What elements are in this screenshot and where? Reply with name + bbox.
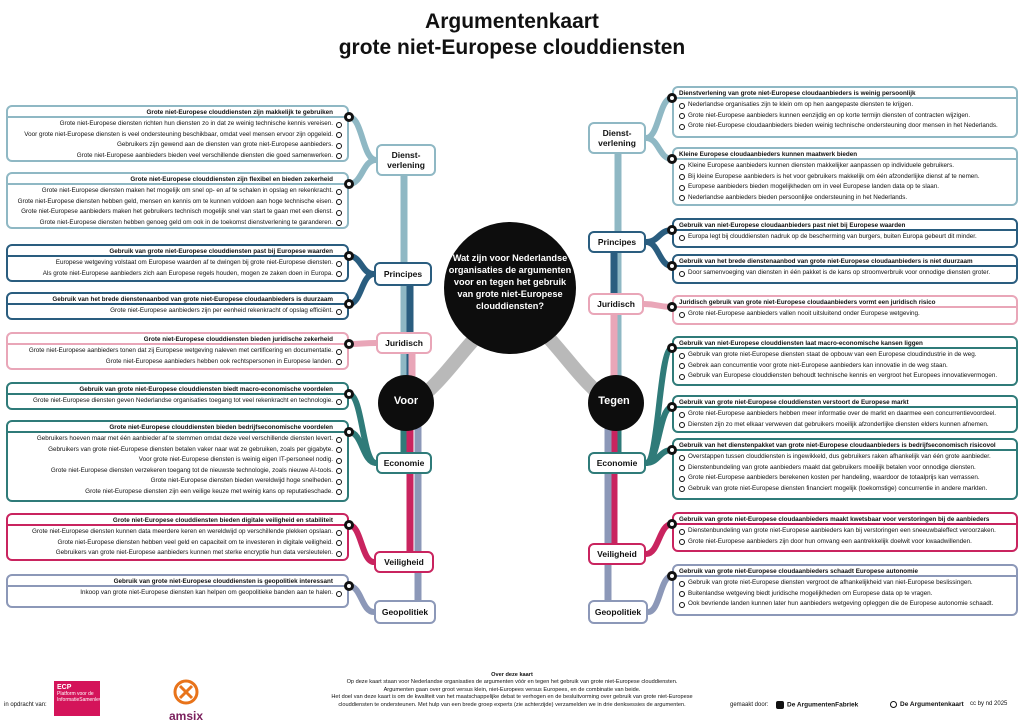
argument-node-circle xyxy=(667,93,677,103)
argument-node-circle xyxy=(344,389,354,399)
argument-item: Europa legt bij clouddiensten nadruk op de bescherming van burgers, buiten Europa gebeurt dit minder. xyxy=(679,232,1011,243)
argument-header: Grote niet-Europese clouddiensten bieden bedrijfseconomische voordelen xyxy=(8,422,347,433)
argument-items xyxy=(674,451,1016,494)
argument-node-circle xyxy=(667,519,677,529)
argument-item: Grote niet-Europese aanbieders maken het gebruikers technisch mogelijk snel van start te gaan met een dienst. xyxy=(13,207,342,218)
ecp-logo xyxy=(54,681,109,716)
right-argument-box xyxy=(672,564,1018,616)
argument-item: Kleine Europese aanbieders kunnen diensten makkelijker aanpassen op individuele gebruikers. xyxy=(679,161,1011,172)
connector-right xyxy=(646,524,672,554)
argument-item: Grote niet-Europese aanbieders vallen nooit uitsluitend onder Europese wetgeving. xyxy=(679,309,1011,320)
argument-item: Inkoop van grote niet-Europese diensten kan helpen om geopolitieke banden aan te halen. xyxy=(13,588,342,599)
about-line: Het doel van deze kaart is om de kwaliteit van het maatschappelijke debat te verhogen en de besluitvorming over gebruik van grote niet-Europese xyxy=(331,694,693,701)
argument-node-circle xyxy=(344,581,354,591)
argument-header: Juridisch gebruik van grote niet-Europese cloudaanbieders vormt een juridisch risico xyxy=(674,297,1016,308)
central-question: Wat zijn voor Nederlandse organisaties de argumenten voor en tegen het gebruik van grote niet-Europese clouddiensten? xyxy=(448,253,572,311)
about-line: Argumenten gaan over groot versus klein, niet-Europees versus Europees, en de combinatie van beide. xyxy=(383,686,641,693)
connector-right xyxy=(648,576,672,612)
argument-header: Gebruik van grote niet-Europese clouddiensten verstoort de Europese markt xyxy=(674,397,1016,408)
argument-item: Grote niet-Europese diensten kunnen data meerdere keren en wereldwijd op verschillende plekken opslaan. xyxy=(13,527,342,538)
argument-item: Grote niet-Europese aanbieders hebben meer informatie over de markt en daarmee een concurrentievoordeel. xyxy=(679,409,1011,420)
license-badge xyxy=(970,701,1007,708)
argument-node-circle xyxy=(344,179,354,189)
left-argument-box xyxy=(6,292,349,320)
argument-item: Grote niet-Europese diensten bieden wereldwijd hoge snelheden. xyxy=(13,476,342,487)
argument-item: Grote niet-Europese diensten hebben geld, mensen en kennis om te kunnen voldoen aan hoge technische eisen. xyxy=(13,197,342,208)
left-argument-box xyxy=(6,420,349,502)
argument-items xyxy=(8,345,347,367)
argument-items xyxy=(674,99,1016,132)
argument-items xyxy=(674,525,1016,547)
about-line: clouddiensten te ondersteunen. Met hulp van een brede groep experts (zie achterzijde) verzamelden we in drie denksessies de argumenten. xyxy=(338,701,686,708)
argument-item: Grote niet-Europese aanbieders hebben ook rechtspersonen in Europese landen. xyxy=(13,357,342,368)
pro-category-dienstverlening: Dienst-verlening xyxy=(376,144,436,176)
argument-item: Gebruikers hoeven maar met één aanbieder af te stemmen omdat deze veel verschillende diensten levert. xyxy=(13,434,342,445)
argument-header: Kleine Europese cloudaanbieders kunnen maatwerk bieden xyxy=(674,149,1016,160)
maker2-name: De Argumentenkaart xyxy=(900,701,964,709)
argument-header: Gebruik van grote niet-Europese clouddiensten biedt macro-economische voordelen xyxy=(8,384,347,395)
right-argument-box xyxy=(672,395,1018,433)
license-text: cc by nd xyxy=(970,701,993,707)
af-logo-icon xyxy=(776,701,784,709)
connector-left xyxy=(349,586,374,612)
argument-items xyxy=(8,305,347,317)
argument-node-circle xyxy=(344,339,354,349)
argument-items xyxy=(8,257,347,279)
argument-item: Voor grote niet-Europese diensten is weinig eigen IT-personeel nodig. xyxy=(13,455,342,466)
made-by-label: gemaakt door: xyxy=(730,702,769,708)
argument-items xyxy=(674,160,1016,203)
left-argument-box xyxy=(6,172,349,229)
argument-header: Gebruik van niet-Europese cloudaanbieders past niet bij Europese waarden xyxy=(674,220,1016,231)
argument-item: Buitenlandse wetgeving biedt juridische mogelijkheden om Europese data op te vragen. xyxy=(679,589,1011,600)
argument-header: Gebruik van grote niet-Europese cloudaanbieders maakt kwetsbaar voor verstoringen bij de aanbieders xyxy=(674,514,1016,525)
argument-node-circle xyxy=(667,343,677,353)
argument-node-circle xyxy=(667,571,677,581)
right-argument-box xyxy=(672,218,1018,248)
argument-items xyxy=(8,118,347,161)
commissioned-by-label: in opdracht van: xyxy=(4,702,47,708)
connector-left xyxy=(349,274,374,304)
left-argument-box xyxy=(6,332,349,370)
right-argument-box xyxy=(672,512,1018,552)
pro-category-juridisch: Juridisch xyxy=(376,332,432,354)
argument-header: Gebruik van grote niet-Europese clouddiensten is geopolitiek interessant xyxy=(8,576,347,587)
maker-argumentenkaart xyxy=(890,701,964,709)
connector-right xyxy=(646,98,672,138)
argument-node-circle xyxy=(667,261,677,271)
argument-item: Grote niet-Europese diensten zijn een veilige keuze met weinig kans op reputatieschade. xyxy=(13,487,342,498)
argument-header: Gebruik van het dienstenpakket van grote niet-Europese cloudaanbieders is bedrijfseconomisch risicovol xyxy=(674,440,1016,451)
argument-header: Grote niet-Europese clouddiensten zijn makkelijk te gebruiken xyxy=(8,107,347,118)
title-line-2: grote niet-Europese clouddiensten xyxy=(338,36,686,59)
argument-item: Door samenvoeging van diensten in één pakket is de kans op stroomverbruik voor onnodige diensten groter. xyxy=(679,268,1011,279)
ecp-logo-subtitle: Platform voor de InformatieSamenleving xyxy=(57,691,109,703)
right-argument-box xyxy=(672,295,1018,325)
pro-category-principes: Principes xyxy=(374,262,432,286)
argument-node-circle xyxy=(667,225,677,235)
ak-logo-icon xyxy=(890,701,897,708)
con-category-veiligheid: Veiligheid xyxy=(588,543,646,565)
argument-items xyxy=(8,526,347,559)
left-argument-box xyxy=(6,574,349,608)
argument-item: Diensten zijn zo met elkaar verweven dat gebruikers moeilijk afzonderlijke diensten elders kunnen afnemen. xyxy=(679,420,1011,431)
argument-item: Grote niet-Europese diensten hebben genoeg geld om ook in de toekomst dienstverlening te garanderen. xyxy=(13,218,342,229)
argument-item: Voor grote niet-Europese diensten is veel ondersteuning beschikbaar, omdat veel mensen ervoor zijn opgeleid. xyxy=(13,130,342,141)
argument-item: Bij kleine Europese aanbieders is het voor gebruikers makkelijk om één afzonderlijke dienst af te nemen. xyxy=(679,172,1011,183)
argument-items xyxy=(674,231,1016,243)
argument-node-circle xyxy=(667,402,677,412)
argument-item: Grote niet-Europese diensten richten hun diensten zo in dat ze weinig technische kennis vereisen. xyxy=(13,119,342,130)
pro-category-veiligheid: Veiligheid xyxy=(374,551,434,573)
argument-items xyxy=(674,308,1016,320)
argument-header: Grote niet-Europese clouddiensten zijn flexibel en bieden zekerheid xyxy=(8,174,347,185)
argument-items xyxy=(674,267,1016,279)
right-argument-box xyxy=(672,147,1018,206)
con-category-geopolitiek: Geopolitiek xyxy=(588,600,648,624)
argument-item: Gebruik van grote niet-Europese diensten vergroot de afhankelijkheid van niet-Europese beslissingen. xyxy=(679,578,1011,589)
argument-header: Gebruik van niet-Europese clouddiensten laat macro-economische kansen liggen xyxy=(674,338,1016,349)
right-argument-box xyxy=(672,336,1018,386)
argument-node-circle xyxy=(667,445,677,455)
argument-item: Als grote niet-Europese aanbieders zich aan Europese regels houden, mogen ze zaken doen in Europa. xyxy=(13,269,342,280)
argument-item: Gebrek aan concurrentie voor grote niet-Europese aanbieders kan innovatie in de weg staan. xyxy=(679,361,1011,372)
argument-items xyxy=(8,587,347,599)
argument-item: Nederlandse organisaties zijn te klein om op hen aangepaste diensten te krijgen. xyxy=(679,100,1011,111)
con-category-economie: Economie xyxy=(588,452,646,474)
argument-items xyxy=(8,433,347,498)
argument-header: Grote niet-Europese clouddiensten bieden digitale veiligheid en stabiliteit xyxy=(8,515,347,526)
map-title xyxy=(0,9,1024,61)
argument-item: Grote niet-Europese aanbieders tonen dat zij Europese wetgeving naleven met certificering en documentatie. xyxy=(13,346,342,357)
argument-node-circle xyxy=(667,154,677,164)
argument-item: Overstappen tussen clouddiensten is ingewikkeld, dus gebruikers raken afhankelijk van één grote aanbieder. xyxy=(679,452,1011,463)
argument-item: Gebruikers van grote niet-Europese diensten betalen vaker naar wat ze gebruiken, zoals per gigabyte. xyxy=(13,445,342,456)
argument-node-circle xyxy=(344,251,354,261)
argument-node-circle xyxy=(344,520,354,530)
argument-header: Gebruik van grote niet-Europese clouddiensten past bij Europese waarden xyxy=(8,246,347,257)
argument-header: Dienstverlening van grote niet-Europese cloudaanbieders is weinig persoonlijk xyxy=(674,88,1016,99)
maker-argumentenfabriek xyxy=(776,701,858,709)
ecp-logo-name: ECP xyxy=(57,684,72,691)
argument-item: Europese aanbieders bieden mogelijkheden om in veel Europese landen data op te slaan. xyxy=(679,182,1011,193)
argument-item: Dienstenbundeling van grote aanbieders maakt dat gebruikers moeilijk betalen voor onnodige diensten. xyxy=(679,463,1011,474)
argument-items xyxy=(674,577,1016,610)
right-argument-box xyxy=(672,438,1018,500)
argument-item: Grote niet-Europese diensten verzekeren toegang tot de nieuwste technologie, zoals nieuwe AI-tools. xyxy=(13,466,342,477)
argument-item: Grote niet-Europese aanbieders zijn per eenheid rekenkracht of opslag efficiënt. xyxy=(13,306,342,317)
argument-item: Gebruik van grote niet-Europese diensten staat de opbouw van een Europese cloudindustrie in de weg. xyxy=(679,350,1011,361)
argument-item: Nederlandse aanbieders bieden persoonlijke ondersteuning in het Nederlands. xyxy=(679,193,1011,204)
argument-node-circle xyxy=(667,302,677,312)
argument-header: Gebruik van het brede dienstenaanbod van grote niet-Europese cloudaanbieders is duurzaam xyxy=(8,294,347,305)
argument-node-circle xyxy=(344,299,354,309)
argument-header: Gebruik van het brede dienstenaanbod van grote niet-Europese cloudaanbieders is niet duurzaam xyxy=(674,256,1016,267)
argument-item: Grote niet-Europese diensten geven Nederlandse organisaties toegang tot veel rekenkracht en technologie. xyxy=(13,396,342,407)
hub-pro-label: Voor xyxy=(393,395,419,407)
left-argument-box xyxy=(6,513,349,561)
left-argument-box xyxy=(6,105,349,162)
con-category-juridisch: Juridisch xyxy=(588,293,644,315)
argument-item: Grote niet-Europese diensten maken het mogelijk om snel op- en af te schalen in opslag en rekenkracht. xyxy=(13,186,342,197)
copyright-year: 2025 xyxy=(994,701,1008,707)
con-category-principes: Principes xyxy=(588,231,646,253)
argument-items xyxy=(8,395,347,407)
argument-node-circle xyxy=(344,427,354,437)
left-argument-box xyxy=(6,244,349,282)
about-title: Over deze kaart xyxy=(491,672,533,678)
argument-header: Grote niet-Europese clouddiensten bieden juridische zekerheid xyxy=(8,334,347,345)
about-line: Op deze kaart staan voor Nederlandse organisaties de argumenten vóór en tegen het gebruik van grote niet-Europese clouddiensten. xyxy=(346,679,678,686)
left-argument-box xyxy=(6,382,349,410)
right-argument-box xyxy=(672,86,1018,138)
hub-con-label: Tegen xyxy=(598,395,630,407)
argument-item: Dienstenbundeling van grote niet-Europese aanbieders kan bij verstoringen een sneeuwbaleffect veroorzaken. xyxy=(679,526,1011,537)
argument-item: Gebruik van Europese clouddiensten behoudt technische kennis en vergroot het Europees innovatievermogen. xyxy=(679,371,1011,382)
amsix-wordmark: amsix xyxy=(168,709,204,723)
argument-item: Europese wetgeving volstaat om Europese waarden af te dwingen bij grote niet-Europese diensten. xyxy=(13,258,342,269)
argument-items xyxy=(8,185,347,228)
argument-items xyxy=(674,408,1016,430)
argument-item: Grote niet-Europese aanbieders bieden veel verschillende diensten die goed samenwerken. xyxy=(13,151,342,162)
maker1-name: De ArgumentenFabriek xyxy=(787,701,859,709)
argument-item: Gebruikers van grote niet-Europese aanbieders kunnen met sterke encryptie hun data versleutelen. xyxy=(13,548,342,559)
title-line-1: Argumentenkaart xyxy=(425,10,599,33)
connector-left xyxy=(349,525,374,562)
connector-left xyxy=(349,117,376,160)
argument-item: Gebruik van grote niet-Europese diensten financiert mogelijk (toekomstige) concurrentie in andere markten. xyxy=(679,484,1011,495)
argument-item: Grote niet-Europese diensten hebben veel geld en capaciteit om te investeren in digitale veiligheid. xyxy=(13,538,342,549)
argument-item: Grote niet-Europese aanbieders berekenen kosten per handeling, waardoor de totaalprijs kan verrassen. xyxy=(679,473,1011,484)
argument-header: Gebruik van grote niet-Europese cloudaanbieders schaadt Europese autonomie xyxy=(674,566,1016,577)
argument-item: Gebruikers zijn gewend aan de diensten van grote niet-Europese aanbieders. xyxy=(13,140,342,151)
right-argument-box xyxy=(672,254,1018,284)
argument-item: Grote niet-Europese aanbieders kunnen eenzijdig en op korte termijn diensten of contracten wijzigen. xyxy=(679,111,1011,122)
argument-item: Ook bevriende landen kunnen later hun aanbieders wetgeving opleggen die de Europese autonomie schaadt. xyxy=(679,599,1011,610)
about-section xyxy=(300,672,724,709)
con-category-dienstverlening: Dienst-verlening xyxy=(588,122,646,154)
argument-node-circle xyxy=(344,112,354,122)
argument-item: Grote niet-Europese aanbieders zijn door hun omvang een aantrekkelijk doelwit voor kwaadwillenden. xyxy=(679,537,1011,548)
pro-category-geopolitiek: Geopolitiek xyxy=(374,600,436,624)
amsix-logo xyxy=(160,679,212,723)
amsix-x-icon xyxy=(160,679,212,705)
pro-category-economie: Economie xyxy=(376,452,432,474)
argument-items xyxy=(674,349,1016,382)
argument-item: Grote niet-Europese cloudaanbieders bieden weinig technische ondersteuning door mensen in het Nederlands. xyxy=(679,121,1011,132)
